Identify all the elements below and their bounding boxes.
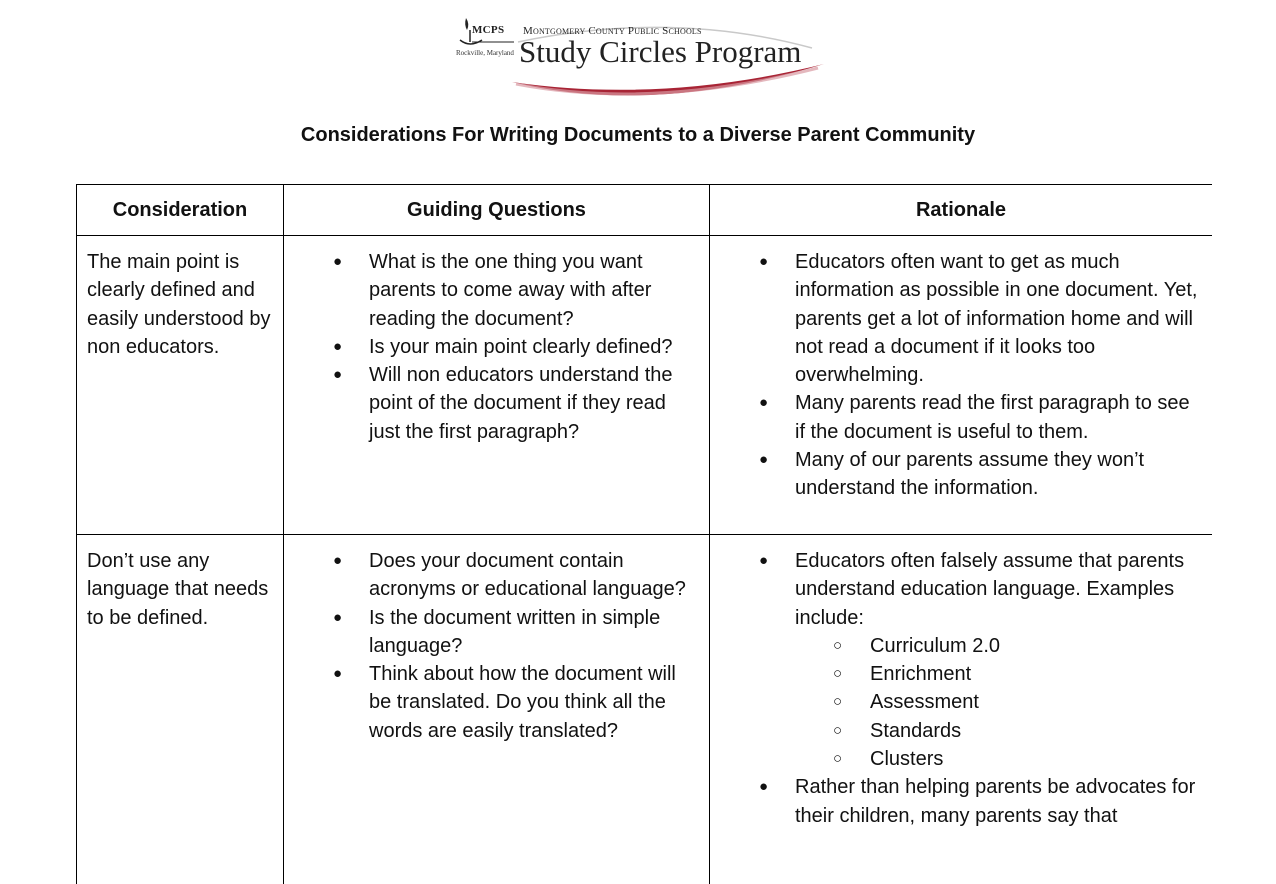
question-item: ● Think about how the document will be translated. Do you think all the words are easily translated? xyxy=(369,660,699,745)
table-row xyxy=(77,236,1213,535)
rationale-item xyxy=(795,547,1202,773)
rationale-list xyxy=(720,248,1202,503)
table-header-row xyxy=(77,185,1213,236)
question-item: ● Is your main point clearly defined? xyxy=(369,333,699,361)
rationale-cell xyxy=(710,236,1213,535)
question-item: ● Will non educators understand the point of the document if they read just the first paragraph? xyxy=(369,361,699,446)
questions-list xyxy=(294,248,699,446)
consideration-cell xyxy=(77,236,284,535)
considerations-table-container xyxy=(76,184,1212,884)
table-row xyxy=(77,535,1213,884)
header-consideration: Consideration xyxy=(77,185,284,236)
program-name: Study Circles Program xyxy=(519,36,801,67)
rationale-item-text: Educators often falsely assume that parents understand education language. Examples include: xyxy=(795,550,1184,629)
guiding-questions-cell xyxy=(284,236,710,535)
example-item: ○ Assessment xyxy=(870,688,1202,716)
rationale-cell xyxy=(710,535,1213,884)
example-item: ○ Clusters xyxy=(870,745,1202,773)
considerations-table xyxy=(76,184,1212,884)
header-guiding-questions: Guiding Questions xyxy=(284,185,710,236)
question-item: ● Is the document written in simple language? xyxy=(369,604,699,661)
consideration-cell xyxy=(77,535,284,884)
example-item: ○ Curriculum 2.0 xyxy=(870,632,1202,660)
rationale-item: ● Rather than helping parents be advocates for their children, many parents say that xyxy=(795,773,1202,830)
question-item: ● Does your document contain acronyms or educational language? xyxy=(369,547,699,604)
examples-list xyxy=(795,632,1202,773)
questions-list xyxy=(294,547,699,745)
logo-location-text: Rockville, Maryland xyxy=(456,49,514,57)
organization-name: Montgomery County Public Schools xyxy=(523,25,702,37)
header-rationale: Rationale xyxy=(710,185,1213,236)
document-title: Considerations For Writing Documents to a Diverse Parent Community xyxy=(0,124,1276,147)
rationale-item: ● Many parents read the first paragraph to see if the document is useful to them. xyxy=(795,389,1202,446)
question-item: ● What is the one thing you want parents to come away with after reading the document? xyxy=(369,248,699,333)
consideration-text: Don’t use any language that needs to be defined. xyxy=(87,547,273,632)
consideration-text: The main point is clearly defined and easily understood by non educators. xyxy=(87,248,273,361)
mcps-study-circles-logo xyxy=(452,12,832,108)
example-item: ○ Enrichment xyxy=(870,660,1202,688)
guiding-questions-cell xyxy=(284,535,710,884)
rationale-list xyxy=(720,547,1202,830)
logo-mcps-text: MCPS xyxy=(472,24,504,36)
rationale-item: ● Many of our parents assume they won’t understand the information. xyxy=(795,446,1202,503)
example-item: ○ Standards xyxy=(870,717,1202,745)
rationale-item: ● Educators often want to get as much information as possible in one document. Yet, parents get a lot of information home and will not read a document if it looks too overwhelming. xyxy=(795,248,1202,389)
